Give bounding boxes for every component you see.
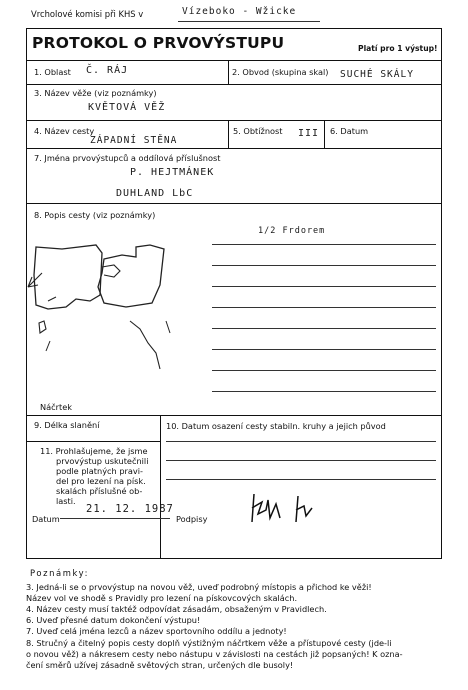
- divider: [228, 60, 229, 84]
- divider: [26, 84, 442, 85]
- obtiznost-label: 5. Obtížnost: [233, 126, 283, 136]
- committee-prefix: Vrcholové komisi při KHS v: [31, 9, 144, 19]
- podpisy-label: Podpisy: [176, 514, 208, 524]
- oblast-label: 1. Oblast: [34, 67, 71, 77]
- prohlaseni-line-5: skalách příslušné ob-: [56, 486, 143, 496]
- divider: [26, 415, 442, 416]
- nacrtek-label: Náčrtek: [40, 402, 72, 412]
- divider: [26, 148, 442, 149]
- nazev-cesty-value: ZÁPADNÍ STĚNA: [90, 135, 178, 146]
- note-line: 6. Uveď přesné datum dokončení výstupu!: [26, 615, 201, 625]
- note-line: 7. Uveď celá jména lezců a název sportovního oddílu a jednoty!: [26, 626, 287, 636]
- prohlaseni-line-3: podle platných pravi-: [56, 466, 144, 476]
- obtiznost-value: III: [298, 128, 320, 139]
- ruled-line: [212, 286, 436, 287]
- popis-value: 1/2 Frdorem: [258, 226, 326, 236]
- ruled-line: [212, 265, 436, 266]
- nazev-cesty-label: 4. Název cesty: [34, 126, 95, 136]
- prohlaseni-line-6: lasti.: [56, 496, 76, 506]
- datum-label: 6. Datum: [330, 126, 369, 136]
- obvod-label: 2. Obvod (skupina skal): [232, 67, 329, 77]
- datum2-value: 21. 12. 1987: [86, 503, 174, 515]
- jmena-value-2: DUHLAND LbC: [116, 188, 194, 199]
- obvod-value: SUCHÉ SKÁLY: [340, 69, 414, 80]
- committee-underline: [178, 21, 320, 22]
- note-line: 3. Jedná-li se o prvovýstup na novou věž, uveď podrobný místopis a přichod ke věži!: [26, 582, 372, 592]
- signature: [240, 488, 330, 528]
- datum2-label: Datum: [32, 514, 60, 524]
- popis-label: 8. Popis cesty (viz poznámky): [34, 210, 156, 220]
- jmena-label: 7. Jména prvovýstupců a oddílová příslušnost: [34, 153, 221, 163]
- ruled-line: [212, 391, 436, 392]
- note-line: čení směrů užívej zásadně světových stran, určených dle busoly!: [26, 660, 294, 670]
- route-sketch: [18, 225, 194, 375]
- divider: [26, 441, 160, 442]
- note-line: Název vol ve shodě s Pravidly pro lezení na pískovcových skalách.: [26, 593, 298, 603]
- applies-note: Platí pro 1 výstup!: [358, 44, 438, 53]
- jmena-value-1: P. HEJTMÁNEK: [130, 167, 215, 178]
- divider: [26, 120, 442, 121]
- note-line: 8. Stručný a čitelný popis cesty doplň výstižným náčrtkem věže a přístupové cesty (jde-li: [26, 638, 392, 648]
- ruled-line: [212, 328, 436, 329]
- note-line: 4. Název cesty musí taktéž odpovídat zásadám, obsaženým v Pravidlech.: [26, 604, 327, 614]
- prohlaseni-line-2: prvovýstup uskutečnili: [56, 456, 149, 466]
- ruled-line: [166, 441, 436, 442]
- divider: [26, 203, 442, 204]
- divider: [228, 120, 229, 148]
- prohlaseni-line-1: 11. Prohlašujeme, že jsme: [40, 446, 148, 456]
- delka-label: 9. Délka slanění: [34, 420, 100, 430]
- ruled-line: [166, 479, 436, 480]
- ruled-line: [60, 518, 170, 519]
- osazeni-label: 10. Datum osazení cesty stabiln. kruhy a jejich původ: [166, 421, 386, 431]
- divider: [26, 60, 442, 61]
- ruled-line: [212, 349, 436, 350]
- oblast-value: Č. RÁJ: [86, 65, 129, 76]
- divider: [160, 415, 161, 559]
- ruled-line: [212, 370, 436, 371]
- ruled-line: [212, 244, 436, 245]
- divider: [324, 120, 325, 148]
- prohlaseni-line-4: del pro lezení na písk.: [56, 476, 146, 486]
- form-title: PROTOKOL O PRVOVÝSTUPU: [32, 34, 285, 52]
- notes-heading: Poznámky:: [30, 568, 89, 578]
- ruled-line: [166, 460, 436, 461]
- ruled-line: [212, 307, 436, 308]
- nazev-veze-label: 3. Název věže (viz poznámky): [34, 88, 157, 98]
- nazev-veze-value: KVĚTOVÁ VĚŽ: [88, 102, 166, 113]
- note-line: o novou věž) a nákresem cesty nebo nástupu v závislosti na cestách již popsaných! K ozna-: [26, 649, 403, 659]
- committee-value: Vízeboko - Wžicke: [182, 6, 297, 17]
